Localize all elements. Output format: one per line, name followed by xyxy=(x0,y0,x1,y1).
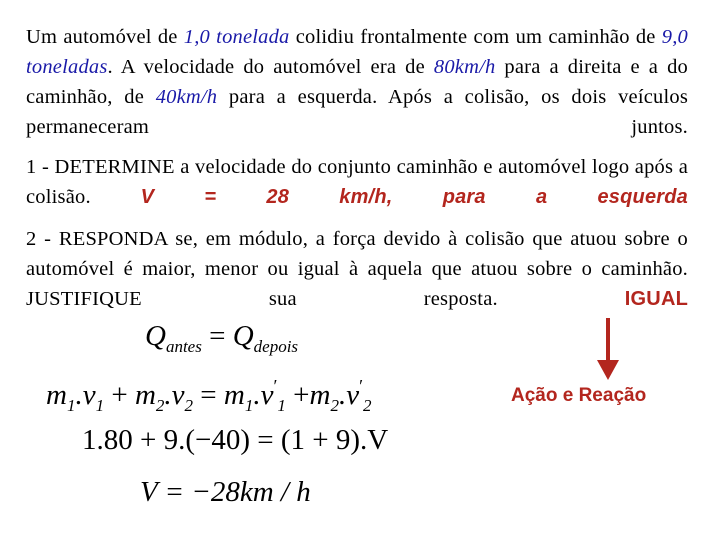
substituted-equation: 1.80 + 9.(−40) = (1 + 9).V xyxy=(82,424,389,456)
momentum-equation: $Q_{antes} = Q_{depois}$ xyxy=(145,320,299,356)
intro-text: Um automóvel de xyxy=(26,26,184,48)
intro-text: colidiu frontalmente com um caminhão de xyxy=(289,26,662,48)
truck-speed: 40km/h xyxy=(155,86,218,108)
intro-paragraph xyxy=(26,22,688,142)
car-mass: 1,0 tonelada xyxy=(183,26,290,48)
question-1 xyxy=(26,152,688,212)
question-1-answer: V = 28 km/h, para a esquerda xyxy=(140,186,688,208)
truck-mass: 9,0 toneladas xyxy=(26,26,688,78)
action-reaction-note: Ação e Reação xyxy=(511,385,647,406)
question-2-answer: IGUAL xyxy=(624,288,688,310)
expanded-momentum-equation: $m_1.v_1 + m_2.v_2 = m_1.v'_1 +m_2.v'_2$ xyxy=(46,376,372,415)
question-2-text: 2 - RESPONDA se, em módulo, a força devido à colisão que atuou sobre o automóvel é maior, menor ou igual à aquela que atuou sobre o caminhão. JUSTIFIQUE sua resposta. xyxy=(26,228,688,310)
down-arrow-icon xyxy=(594,316,622,382)
intro-text: para a esquerda. Após a colisão, os dois veículos permaneceram juntos. xyxy=(26,86,688,138)
car-speed: 80km/h xyxy=(433,56,496,78)
question-1-text: 1 - DETERMINE a velocidade do conjunto caminhão e automóvel logo após a colisão. xyxy=(26,156,688,208)
intro-text: para a direita e a do caminhão, de xyxy=(26,56,688,108)
result-equation: V = −28km / h xyxy=(140,476,311,508)
intro-text: . A velocidade do automóvel era de xyxy=(107,56,434,78)
question-2 xyxy=(26,224,688,314)
